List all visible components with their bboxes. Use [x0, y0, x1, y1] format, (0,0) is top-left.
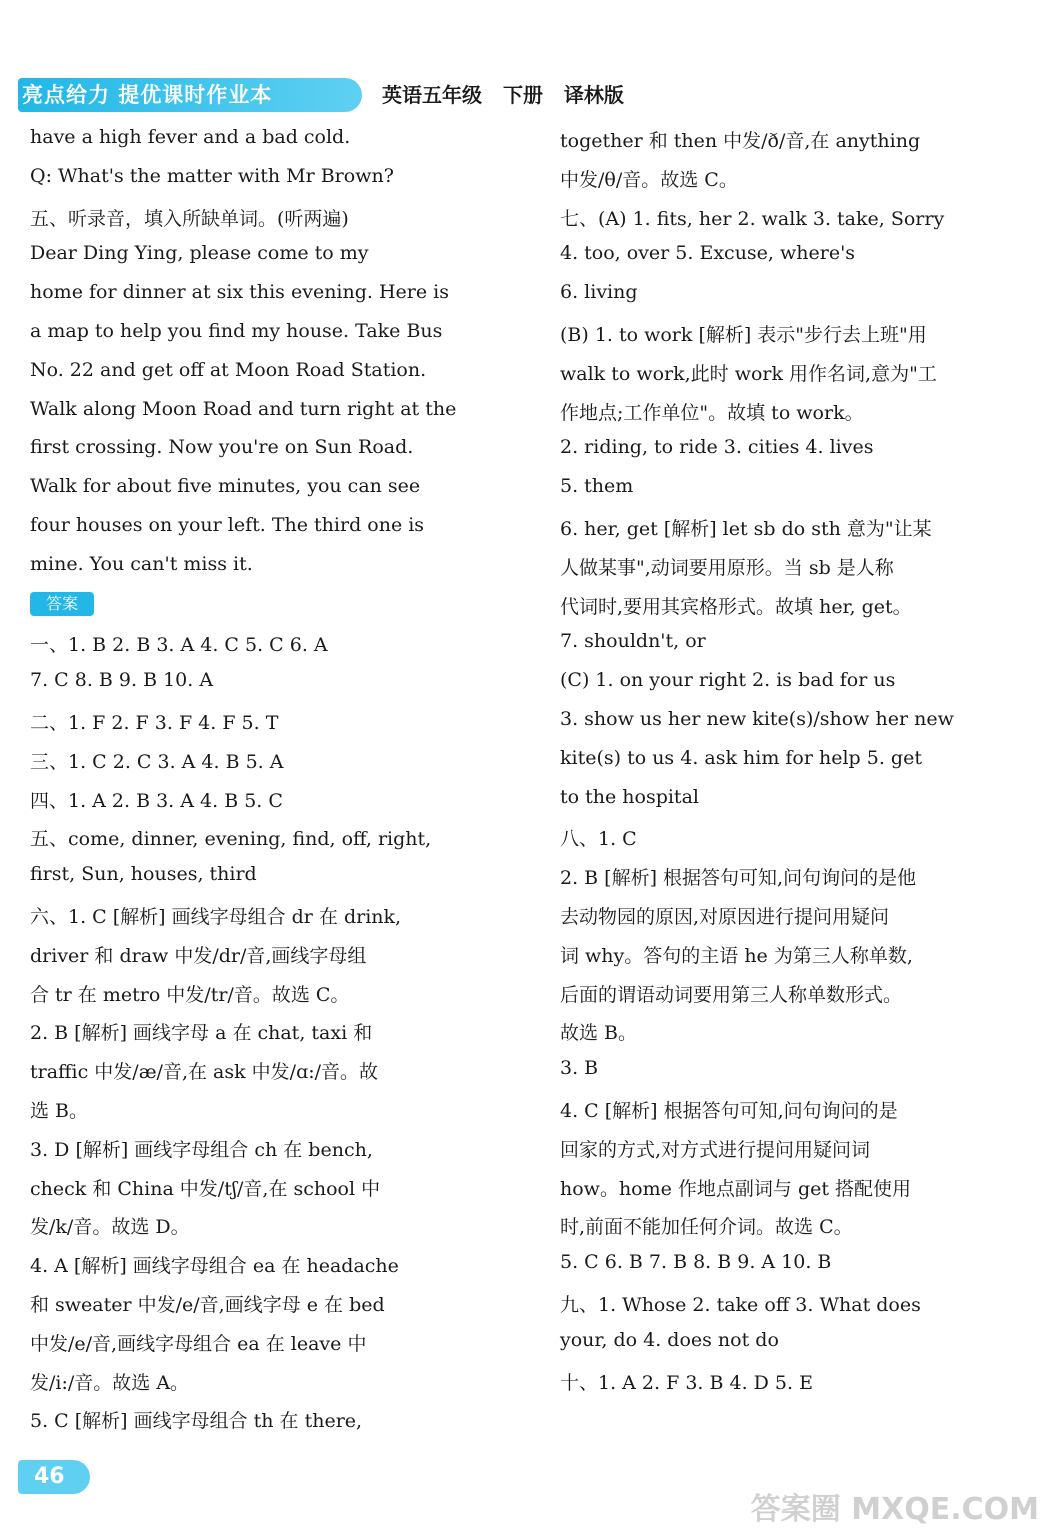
- text-line: a map to help you find my house. Take Bus: [30, 320, 443, 342]
- text-line: Q: What's the matter with Mr Brown?: [30, 164, 394, 187]
- text-line: 4. C [解析] 根据答句可知,问句询问的是: [560, 1100, 898, 1122]
- text-line: 7. C 8. B 9. B 10. A: [30, 669, 214, 692]
- text-line: [30, 592, 94, 616]
- watermark: 答案圈 MXQE.COM: [750, 1492, 1039, 1527]
- text-line: 作地点;工作单位"。故填 to work。: [560, 401, 864, 424]
- text-line: 发/k/音。故选 D。: [30, 1216, 190, 1239]
- text-line: 六、1. C [解析] 画线字母组合 dr 在 drink,: [30, 906, 402, 928]
- text-line: 发/i:/音。故选 A。: [30, 1371, 190, 1394]
- text-line: Walk for about five minutes, you can see: [30, 475, 421, 498]
- text-line: 七、(A) 1. fits, her 2. walk 3. take, Sorry: [560, 207, 945, 230]
- text-line: 回家的方式,对方式进行提问用疑问词: [560, 1138, 871, 1161]
- text-line: 一、1. B 2. B 3. A 4. C 5. C 6. A: [30, 634, 328, 657]
- text-line: 代词时,要用其宾格形式。故填 her, get。: [560, 595, 912, 618]
- text-line: 5. C 6. B 7. B 8. B 9. A 10. B: [560, 1251, 832, 1274]
- text-line: 4. too, over 5. Excuse, where's: [560, 242, 856, 265]
- text-line: 2. riding, to ride 3. cities 4. lives: [560, 436, 874, 459]
- text-line: 四、1. A 2. B 3. A 4. B 5. C: [30, 789, 283, 812]
- text-line: 7. shouldn't, or: [560, 630, 706, 653]
- text-line: how。home 作地点副词与 get 搭配使用: [560, 1177, 912, 1200]
- text-line: walk to work,此时 work 用作名词,意为"工: [560, 362, 937, 385]
- text-line: driver 和 draw 中发/dr/音,画线字母组: [30, 944, 367, 967]
- text-line: check 和 China 中发/tʃ/音,在 school 中: [30, 1177, 381, 1200]
- text-line: 合 tr 在 metro 中发/tr/音。故选 C。: [30, 983, 350, 1006]
- text-line: 人做某事",动词要用原形。当 sb 是人称: [560, 556, 894, 579]
- text-line: 2. B [解析] 画线字母 a 在 chat, taxi 和: [30, 1022, 373, 1045]
- answers-label: 答案: [30, 592, 94, 616]
- text-line: 八、1. C: [560, 828, 637, 851]
- text-line: 时,前面不能加任何介词。故选 C。: [560, 1216, 853, 1239]
- text-line: 词 why。答句的主语 he 为第三人称单数,: [560, 944, 913, 967]
- text-line: 九、1. Whose 2. take off 3. What does: [560, 1294, 921, 1316]
- text-line: 6. her, get [解析] let sb do sth 意为"让某: [560, 518, 932, 540]
- text-line: 二、1. F 2. F 3. F 4. F 5. T: [30, 712, 279, 734]
- page-header: [18, 78, 624, 114]
- book-title: 英语五年级 下册 译林版: [382, 83, 624, 107]
- text-line: together 和 then 中发/ð/音,在 anything: [560, 130, 921, 152]
- text-line: home for dinner at six this evening. Here is: [30, 281, 449, 304]
- text-line: to the hospital: [560, 785, 699, 808]
- text-line: 五、come, dinner, evening, find, off, right,: [30, 828, 432, 851]
- text-line: 十、1. A 2. F 3. B 4. D 5. E: [560, 1371, 813, 1394]
- text-line: 和 sweater 中发/e/音,画线字母 e 在 bed: [30, 1294, 385, 1316]
- text-line: 4. A [解析] 画线字母组合 ea 在 headache: [30, 1255, 399, 1278]
- text-line: (B) 1. to work [解析] 表示"步行去上班"用: [560, 324, 927, 346]
- text-line: 3. B: [560, 1057, 599, 1080]
- text-line: 5. them: [560, 475, 634, 498]
- text-line: traffic 中发/æ/音,在 ask 中发/ɑ:/音。故: [30, 1061, 379, 1084]
- text-line: four houses on your left. The third one is: [30, 514, 425, 536]
- text-line: first, Sun, houses, third: [30, 863, 257, 886]
- text-line: 3. D [解析] 画线字母组合 ch 在 bench,: [30, 1138, 373, 1161]
- text-line: 故选 B。: [560, 1022, 638, 1045]
- text-line: 5. C [解析] 画线字母组合 th 在 there,: [30, 1410, 363, 1433]
- page-number: 46: [18, 1460, 90, 1494]
- text-line: your, do 4. does not do: [560, 1328, 779, 1351]
- text-line: first crossing. Now you're on Sun Road.: [30, 436, 414, 459]
- text-line: Walk along Moon Road and turn right at the: [30, 397, 457, 420]
- text-line: 三、1. C 2. C 3. A 4. B 5. A: [30, 750, 284, 773]
- text-line: 后面的谓语动词要用第三人称单数形式。: [560, 983, 903, 1006]
- text-line: 选 B。: [30, 1100, 89, 1122]
- text-line: 去动物园的原因,对原因进行提问用疑问: [560, 906, 890, 928]
- text-line: have a high fever and a bad cold.: [30, 126, 351, 148]
- text-line: 中发/e/音,画线字母组合 ea 在 leave 中: [30, 1332, 367, 1355]
- text-line: mine. You can't miss it.: [30, 552, 253, 575]
- text-line: 3. show us her new kite(s)/show her new: [560, 708, 954, 730]
- text-line: 2. B [解析] 根据答句可知,问句询问的是他: [560, 867, 917, 890]
- text-line: No. 22 and get off at Moon Road Station.: [30, 358, 427, 381]
- text-line: Dear Ding Ying, please come to my: [30, 242, 369, 265]
- text-line: (C) 1. on your right 2. is bad for us: [560, 669, 896, 692]
- text-line: 五、听录音，填入所缺单词。(听两遍): [30, 207, 349, 230]
- text-line: kite(s) to us 4. ask him for help 5. get: [560, 746, 922, 769]
- series-banner: 亮点给力 提优课时作业本: [18, 78, 362, 112]
- text-line: 6. living: [560, 281, 638, 304]
- text-line: 中发/θ/音。故选 C。: [560, 168, 738, 191]
